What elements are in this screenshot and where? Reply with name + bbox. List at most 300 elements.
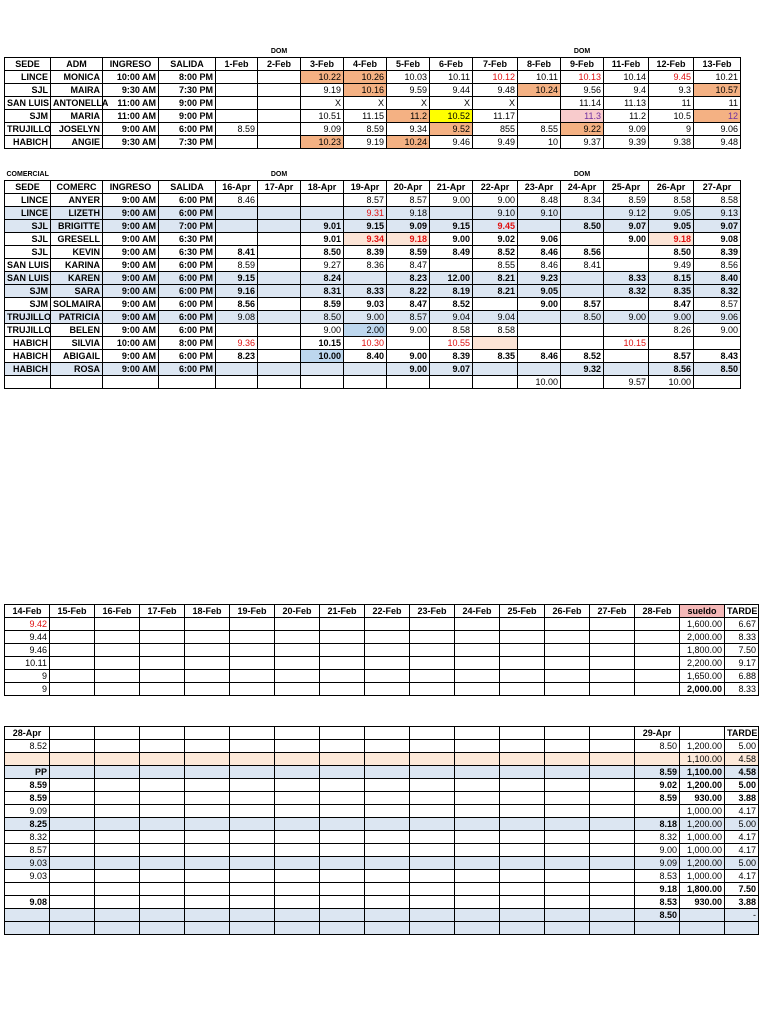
table-cell: 10.30 xyxy=(344,337,387,350)
table-cell xyxy=(455,670,500,683)
table-cell: 9.04 xyxy=(473,311,518,324)
table-cell xyxy=(561,233,604,246)
table-cell xyxy=(230,618,275,631)
header-cell: 28-Feb xyxy=(635,605,680,618)
table-cell xyxy=(518,337,561,350)
table-cell: JOSELYN xyxy=(51,123,103,136)
dom-label-row xyxy=(5,170,741,181)
table-cell: 8.21 xyxy=(473,272,518,285)
table-cell: 9.46 xyxy=(430,136,473,149)
table-cell xyxy=(140,870,185,883)
table-cell xyxy=(95,896,140,909)
table-cell: SOLMAIRA xyxy=(51,298,103,311)
table-cell: 9.52 xyxy=(430,123,473,136)
table-cell: 9.00 xyxy=(344,311,387,324)
table-cell: 1,800.00 xyxy=(680,644,725,657)
table-row xyxy=(5,896,759,909)
table-cell: 8.58 xyxy=(430,324,473,337)
header-cell: 8-Feb xyxy=(518,58,561,71)
table-cell: 9:00 AM xyxy=(103,220,159,233)
table-cell: 8.50 xyxy=(649,246,694,259)
table-cell: 10:00 AM xyxy=(103,71,159,84)
table-cell: 10.13 xyxy=(561,71,604,84)
dom-label: DOM xyxy=(270,171,288,178)
table-cell: 8.57 xyxy=(5,844,50,857)
table-cell: 10:00 AM xyxy=(103,337,159,350)
header-cell: 25-Apr xyxy=(604,181,649,194)
table-row xyxy=(5,618,759,631)
table-cell xyxy=(5,883,50,896)
table-cell xyxy=(140,766,185,779)
table-cell: 9.10 xyxy=(518,207,561,220)
table-cell: 4.17 xyxy=(725,870,759,883)
table-cell xyxy=(140,631,185,644)
table-cell xyxy=(95,644,140,657)
table-cell: X xyxy=(344,97,387,110)
table-cell: 9.05 xyxy=(649,220,694,233)
table-cell: 12.00 xyxy=(430,272,473,285)
table-cell xyxy=(140,683,185,696)
table-cell: 7:00 PM xyxy=(159,220,216,233)
table-cell: 9.59 xyxy=(387,84,430,97)
table-cell xyxy=(545,670,590,683)
table-cell: 5.00 xyxy=(725,818,759,831)
table-cell xyxy=(518,324,561,337)
table-cell xyxy=(258,97,301,110)
table-cell: 9.00 xyxy=(604,233,649,246)
table-cell xyxy=(365,922,410,935)
header-cell: 6-Feb xyxy=(430,58,473,71)
table-cell xyxy=(275,883,320,896)
table-cell: 8.50 xyxy=(635,740,680,753)
header-cell: 23-Apr xyxy=(518,181,561,194)
header-cell: 22-Feb xyxy=(365,605,410,618)
header-cell: 1-Feb xyxy=(216,58,258,71)
table-cell xyxy=(50,896,95,909)
header-cell: 28-Apr xyxy=(5,727,50,740)
table-cell xyxy=(230,644,275,657)
table-cell: 8.46 xyxy=(518,350,561,363)
table-cell xyxy=(185,792,230,805)
table-cell xyxy=(258,285,301,298)
table-cell xyxy=(590,883,635,896)
table-cell xyxy=(320,844,365,857)
table-cell: 8.35 xyxy=(473,350,518,363)
table-cell xyxy=(410,870,455,883)
table-cell xyxy=(301,194,344,207)
table-cell xyxy=(590,644,635,657)
table-cell xyxy=(604,363,649,376)
table-cell: X xyxy=(473,97,518,110)
table-row xyxy=(5,285,741,298)
table-cell: 8.57 xyxy=(387,311,430,324)
table-cell: 8.58 xyxy=(694,194,741,207)
table-cell: 8.39 xyxy=(344,246,387,259)
table-cell: 1,000.00 xyxy=(680,805,725,818)
table-cell xyxy=(410,896,455,909)
table-cell xyxy=(635,922,680,935)
table-cell: 9.22 xyxy=(561,123,604,136)
table-cell: 9.44 xyxy=(430,84,473,97)
table-cell xyxy=(545,922,590,935)
table-cell: 8.18 xyxy=(635,818,680,831)
table-row xyxy=(5,831,759,844)
table-cell xyxy=(518,220,561,233)
table-cell xyxy=(365,805,410,818)
table-cell xyxy=(410,883,455,896)
table-cell xyxy=(590,818,635,831)
table-cell xyxy=(545,740,590,753)
table-cell xyxy=(185,883,230,896)
table-cell: 8.46 xyxy=(518,259,561,272)
table-cell xyxy=(365,644,410,657)
table-cell: 8.39 xyxy=(694,246,741,259)
table-cell xyxy=(365,896,410,909)
table-cell xyxy=(455,922,500,935)
table-cell xyxy=(5,376,51,389)
table-cell: 1,200.00 xyxy=(680,857,725,870)
table-cell xyxy=(50,831,95,844)
table-cell: 9 xyxy=(649,123,694,136)
table-row xyxy=(5,909,759,922)
table-cell xyxy=(185,805,230,818)
table-cell xyxy=(635,631,680,644)
table-cell xyxy=(50,844,95,857)
table-cell: 10.15 xyxy=(604,337,649,350)
table-cell: 1,200.00 xyxy=(680,818,725,831)
table-cell xyxy=(185,644,230,657)
table-cell: 9.09 xyxy=(387,220,430,233)
table-cell: 6:00 PM xyxy=(159,324,216,337)
table-cell xyxy=(500,683,545,696)
table-cell xyxy=(590,857,635,870)
table-cell xyxy=(230,883,275,896)
table-cell: 9.06 xyxy=(518,233,561,246)
table-cell: 6:30 PM xyxy=(159,246,216,259)
table-cell xyxy=(185,844,230,857)
table-cell: 8.50 xyxy=(694,363,741,376)
table-cell xyxy=(185,683,230,696)
table-cell xyxy=(365,779,410,792)
table-cell xyxy=(301,363,344,376)
table-cell: 10.51 xyxy=(301,110,344,123)
table-cell xyxy=(50,870,95,883)
table-cell xyxy=(230,805,275,818)
table-cell: 9.31 xyxy=(344,207,387,220)
header-cell: 2-Feb xyxy=(258,58,301,71)
table-cell xyxy=(50,683,95,696)
table-cell xyxy=(95,657,140,670)
table-cell xyxy=(5,909,50,922)
table-cell xyxy=(545,618,590,631)
table-cell xyxy=(500,844,545,857)
header-cell: 19-Feb xyxy=(230,605,275,618)
table-cell xyxy=(365,857,410,870)
table-cell xyxy=(258,136,301,149)
table-cell xyxy=(320,631,365,644)
header-cell: 22-Apr xyxy=(473,181,518,194)
table-cell: 9:30 AM xyxy=(103,84,159,97)
table-cell xyxy=(590,657,635,670)
table-cell: 9.00 xyxy=(387,324,430,337)
table-cell xyxy=(216,233,258,246)
table-cell: 8.50 xyxy=(561,311,604,324)
table-cell xyxy=(275,631,320,644)
table-cell xyxy=(455,657,500,670)
table-cell: 9.18 xyxy=(387,233,430,246)
table-cell xyxy=(590,779,635,792)
header-cell: 19-Apr xyxy=(344,181,387,194)
table-cell: 8.57 xyxy=(344,194,387,207)
header-cell: 14-Feb xyxy=(5,605,50,618)
table-cell: 9.15 xyxy=(430,220,473,233)
table-cell: ANTONELLA xyxy=(51,97,103,110)
table-cell xyxy=(455,792,500,805)
table-cell: SJL xyxy=(5,84,51,97)
table-cell: 9.06 xyxy=(694,311,741,324)
table-cell xyxy=(635,753,680,766)
table-cell xyxy=(258,207,301,220)
table-cell xyxy=(320,766,365,779)
table-cell: SAN LUIS xyxy=(5,259,51,272)
table-cell xyxy=(258,298,301,311)
table-cell xyxy=(500,831,545,844)
table-cell xyxy=(320,670,365,683)
table-cell xyxy=(230,657,275,670)
table-cell xyxy=(216,220,258,233)
table-cell xyxy=(320,657,365,670)
table-cell xyxy=(140,831,185,844)
table-cell xyxy=(635,657,680,670)
table-cell xyxy=(95,779,140,792)
table-cell xyxy=(455,818,500,831)
table-cell: 4.58 xyxy=(725,766,759,779)
table-cell xyxy=(50,883,95,896)
table-cell xyxy=(635,670,680,683)
table-cell: 9.10 xyxy=(473,207,518,220)
table-cell: 1,000.00 xyxy=(680,831,725,844)
table-cell: 8.55 xyxy=(518,123,561,136)
table-row xyxy=(5,233,741,246)
table-cell xyxy=(387,337,430,350)
table-cell xyxy=(455,844,500,857)
table-cell xyxy=(500,792,545,805)
table-cell: 8.56 xyxy=(561,246,604,259)
table-cell: 8.50 xyxy=(301,311,344,324)
table-cell: 8.59 xyxy=(387,246,430,259)
table-cell xyxy=(5,753,50,766)
feb-salary-table xyxy=(4,604,759,696)
table-cell: 9:00 AM xyxy=(103,207,159,220)
table-cell: 9.09 xyxy=(301,123,344,136)
table-cell xyxy=(275,792,320,805)
table-cell: 9.57 xyxy=(604,376,649,389)
table-cell: 8.47 xyxy=(387,298,430,311)
table-cell xyxy=(258,324,301,337)
table-cell: SAN LUIS xyxy=(5,272,51,285)
table-row xyxy=(5,631,759,644)
table-cell: 8.58 xyxy=(473,324,518,337)
table-cell: 930.00 xyxy=(680,792,725,805)
table-cell: 8.21 xyxy=(473,285,518,298)
table-cell xyxy=(301,207,344,220)
table-row xyxy=(5,110,741,123)
table-cell xyxy=(320,644,365,657)
table-cell: 9.05 xyxy=(649,207,694,220)
table-cell xyxy=(258,363,301,376)
table-row xyxy=(5,818,759,831)
table-cell: MONICA xyxy=(51,71,103,84)
table-cell xyxy=(50,631,95,644)
table-cell xyxy=(275,857,320,870)
table-cell xyxy=(140,670,185,683)
dom-label: DOM xyxy=(573,48,591,55)
table-cell xyxy=(604,298,649,311)
table-cell: KEVIN xyxy=(51,246,103,259)
table-cell xyxy=(500,883,545,896)
table-cell xyxy=(410,657,455,670)
header-cell: TARDE xyxy=(725,605,759,618)
table-cell: 9 xyxy=(5,670,50,683)
table-cell xyxy=(694,376,741,389)
table-cell xyxy=(545,896,590,909)
table-cell: 9.18 xyxy=(387,207,430,220)
table-cell xyxy=(545,870,590,883)
table-cell xyxy=(561,324,604,337)
table-cell xyxy=(365,618,410,631)
table-cell: 8.53 xyxy=(635,870,680,883)
table-cell: 11.15 xyxy=(344,110,387,123)
table-cell xyxy=(590,683,635,696)
table-cell: 10.03 xyxy=(387,71,430,84)
table-cell xyxy=(185,896,230,909)
header-cell: 26-Feb xyxy=(545,605,590,618)
table-cell: 9:00 AM xyxy=(103,246,159,259)
table-cell xyxy=(185,857,230,870)
table-cell xyxy=(590,670,635,683)
table-cell xyxy=(185,818,230,831)
header-cell: ADM xyxy=(51,58,103,71)
table-cell: 9.09 xyxy=(604,123,649,136)
table-cell: 8.33 xyxy=(344,285,387,298)
table-cell: 9.27 xyxy=(301,259,344,272)
table-cell xyxy=(230,753,275,766)
table-cell xyxy=(455,779,500,792)
table-cell xyxy=(604,324,649,337)
table-cell xyxy=(410,857,455,870)
table-cell xyxy=(275,779,320,792)
table-cell xyxy=(230,766,275,779)
table-cell: 8.58 xyxy=(649,194,694,207)
table-cell xyxy=(410,805,455,818)
table-cell xyxy=(545,818,590,831)
table-cell: 9.56 xyxy=(561,84,604,97)
table-cell xyxy=(140,792,185,805)
table-cell: 6:00 PM xyxy=(159,298,216,311)
table-cell xyxy=(320,805,365,818)
table-cell: BRIGITTE xyxy=(51,220,103,233)
table-cell xyxy=(344,272,387,285)
table-row xyxy=(5,337,741,350)
table-cell: 9.18 xyxy=(649,233,694,246)
table-cell: 8.33 xyxy=(725,683,759,696)
table-cell xyxy=(230,740,275,753)
table-cell xyxy=(230,818,275,831)
table-cell: 9.01 xyxy=(301,220,344,233)
table-cell: 9.15 xyxy=(344,220,387,233)
table-cell: 8.41 xyxy=(561,259,604,272)
table-cell: 1,000.00 xyxy=(680,870,725,883)
table-row xyxy=(5,657,759,670)
table-cell: LINCE xyxy=(5,194,51,207)
table-cell: 9.00 xyxy=(430,194,473,207)
table-cell: SJL xyxy=(5,246,51,259)
table-cell: 8.57 xyxy=(694,298,741,311)
table-cell xyxy=(365,766,410,779)
table-row xyxy=(5,753,759,766)
header-cell: 26-Apr xyxy=(649,181,694,194)
table-row xyxy=(5,207,741,220)
table-cell xyxy=(50,818,95,831)
table-cell: 8.56 xyxy=(649,363,694,376)
table-cell xyxy=(275,805,320,818)
table-cell: 2,200.00 xyxy=(680,657,725,670)
header-row xyxy=(5,605,759,618)
table-cell: 9.03 xyxy=(344,298,387,311)
table-cell xyxy=(590,831,635,844)
table-cell: PATRICIA xyxy=(51,311,103,324)
table-cell xyxy=(518,311,561,324)
table-cell: 9:00 AM xyxy=(103,311,159,324)
table-cell xyxy=(95,883,140,896)
table-cell: 8.39 xyxy=(430,350,473,363)
table-cell xyxy=(258,123,301,136)
table-cell xyxy=(365,870,410,883)
table-cell xyxy=(50,922,95,935)
table-cell: 8.50 xyxy=(301,246,344,259)
header-cell: 24-Apr xyxy=(561,181,604,194)
table-cell xyxy=(590,896,635,909)
table-cell: 9.39 xyxy=(604,136,649,149)
table-cell xyxy=(365,753,410,766)
table-cell: 9:00 AM xyxy=(103,123,159,136)
table-cell xyxy=(500,896,545,909)
table-cell: 10.12 xyxy=(473,71,518,84)
table-cell xyxy=(518,110,561,123)
table-cell: 1,200.00 xyxy=(680,779,725,792)
table-cell: 9:00 AM xyxy=(103,233,159,246)
table-cell: 9.36 xyxy=(216,337,258,350)
table-cell: 8.52 xyxy=(561,350,604,363)
table-cell: 10.00 xyxy=(518,376,561,389)
table-cell: 8.22 xyxy=(387,285,430,298)
table-cell: 11.13 xyxy=(604,97,649,110)
table-cell: SJM xyxy=(5,285,51,298)
table-cell xyxy=(410,818,455,831)
table-cell xyxy=(140,818,185,831)
table-cell: 9.00 xyxy=(649,311,694,324)
table-row xyxy=(5,246,741,259)
table-row xyxy=(5,792,759,805)
table-cell xyxy=(50,857,95,870)
table-cell: 9.12 xyxy=(604,207,649,220)
header-cell: 4-Feb xyxy=(344,58,387,71)
table-cell xyxy=(473,298,518,311)
table-cell xyxy=(258,272,301,285)
table-cell: 9:00 AM xyxy=(103,272,159,285)
table-cell: 9.03 xyxy=(5,857,50,870)
table-cell: 8.26 xyxy=(649,324,694,337)
